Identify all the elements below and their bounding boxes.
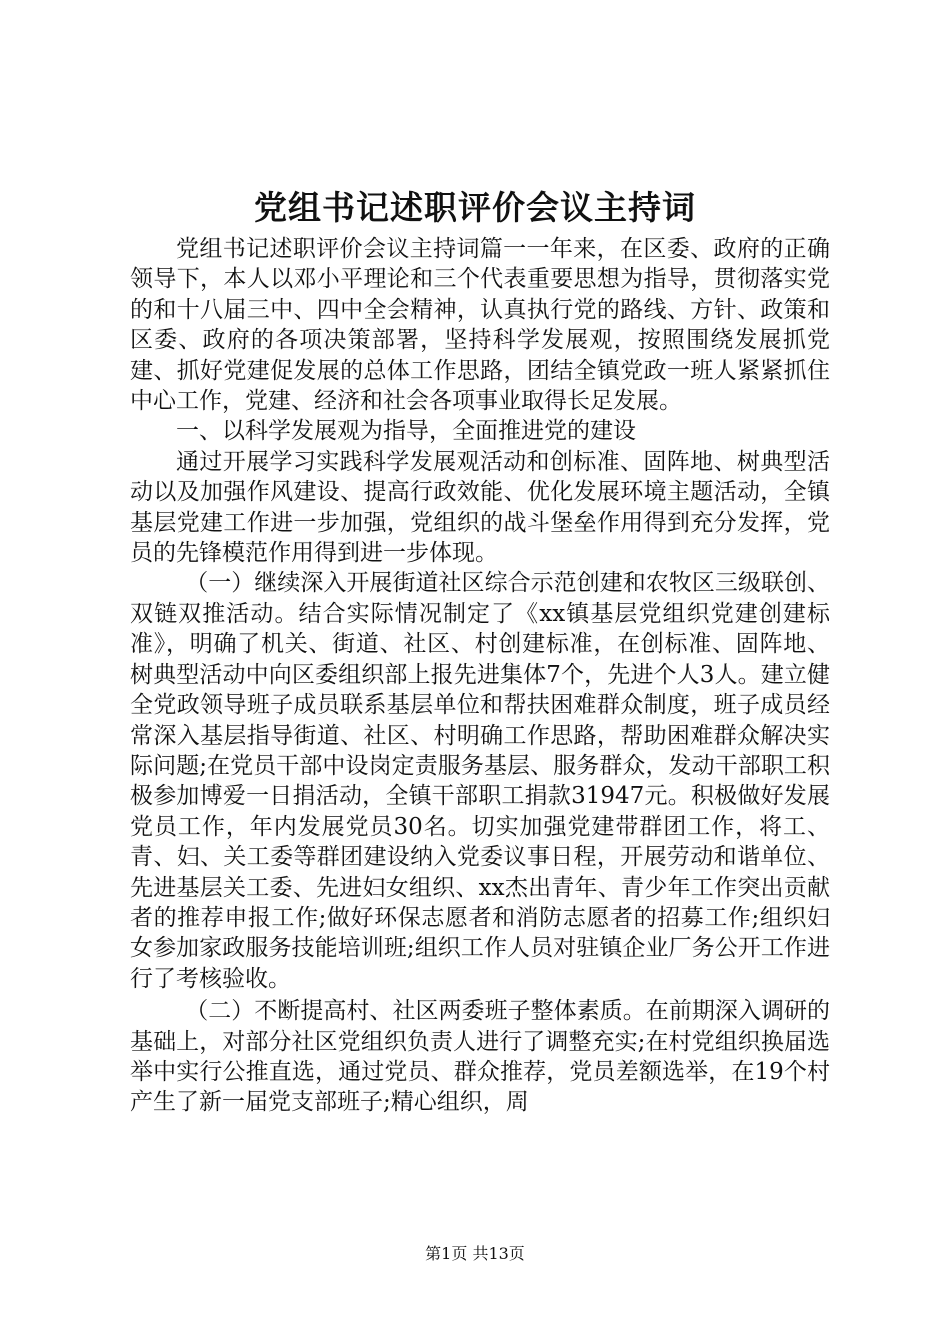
paragraph-intro: 党组书记述职评价会议主持词篇一一年来，在区委、政府的正确领导下，本人以邓小平理论和三个代表重要思想为指导，贯彻落实党的和十八届三中、四中全会精神，认真执行党的路线、方针、政策和区委、政府的各项决策部署，坚持科学发展观，按照围绕发展抓党建、抓好党建促发展的总体工作思路，团结全镇党政一班人紧紧抓住中心工作，党建、经济和社会各项事业取得长足发展。 bbox=[130, 236, 830, 415]
paragraph-item-1: （一）继续深入开展街道社区综合示范创建和农牧区三级联创、双链双推活动。结合实际情况制定了《xx镇基层党组织党建创建标准》，明确了机关、街道、社区、村创建标准，在创标准、固阵地、树典型活动中向区委组织部上报先进集体7个，先进个人3人。建立健全党政领导班子成员联系基层单位和帮扶困难群众制度，班子成员经常深入基层指导街道、社区、村明确工作思路，帮助困难群众解决实际问题;在党员干部中设岗定责服务基层、服务群众，发动干部职工积极参加博爱一日捐活动，全镇干部职工捐款31947元。积极做好发展党员工作，年内发展党员30名。切实加强党建带群团工作，将工、青、妇、关工委等群团建设纳入党委议事日程，开展劳动和谐单位、先进基层关工委、先进妇女组织、xx杰出青年、青少年工作突出贡献者的推荐申报工作;做好环保志愿者和消防志愿者的招募工作;组织妇女参加家政服务技能培训班;组织工作人员对驻镇企业厂务公开工作进行了考核验收。 bbox=[130, 570, 830, 992]
section-heading-1: 一、以科学发展观为指导，全面推进党的建设 bbox=[176, 418, 636, 445]
paragraph-section-1: 通过开展学习实践科学发展观活动和创标准、固阵地、树典型活动以及加强作风建设、提高行政效能、优化发展环境主题活动，全镇基层党建工作进一步加强，党组织的战斗堡垒作用得到充分发挥，党员的先锋模范作用得到进一步体现。 bbox=[130, 448, 830, 567]
document-body bbox=[130, 234, 830, 1118]
paragraph-item-2: （二）不断提高村、社区两委班子整体素质。在前期深入调研的基础上，对部分社区党组织负责人进行了调整充实;在村党组织换届选举中实行公推直选，通过党员、群众推荐，党员差额选举，在19个村产生了新一届党支部班子;精心组织，周 bbox=[130, 998, 830, 1116]
page-footer: 第1页 共13页 bbox=[425, 1244, 525, 1263]
document-title: 党组书记述职评价会议主持词 bbox=[254, 188, 696, 227]
